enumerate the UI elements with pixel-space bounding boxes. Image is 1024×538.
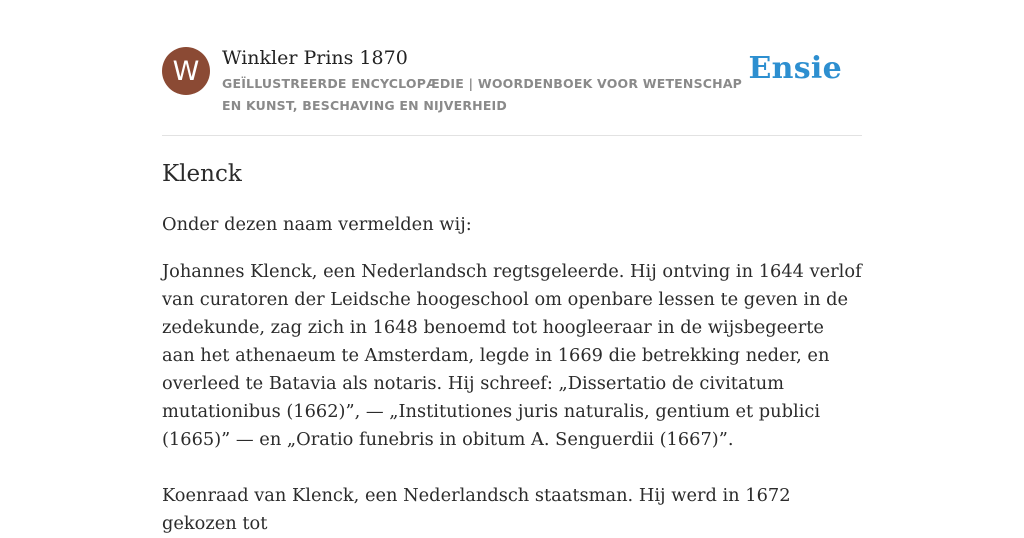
site-header	[162, 47, 862, 135]
site-title-block	[222, 47, 752, 117]
header-divider	[162, 135, 862, 136]
article-intro: Onder dezen naam vermelden wij:	[162, 214, 472, 235]
avatar[interactable]: W	[162, 47, 210, 95]
article-title: Klenck	[162, 161, 242, 187]
site-subtitle: GEÏLLUSTREERDE ENCYCLOPÆDIE | WOORDENBOEK VOOR WETENSCHAP EN KUNST, BESCHAVING EN NIJVERHEID	[222, 76, 743, 113]
article-paragraph: Koenraad van Klenck, een Nederlandsch staatsman. Hij werd in 1672 gekozen tot	[162, 485, 791, 534]
ensie-logo[interactable]: Ensie	[748, 51, 842, 86]
article	[162, 158, 862, 538]
site-title[interactable]: Winkler Prins 1870	[222, 47, 408, 69]
article-paragraph: Johannes Klenck, een Nederlandsch regtsgeleerde. Hij ontving in 1644 verlof van curatoren der Leidsche hoogeschool om openbare lessen te geven in de zedekunde, zag zich in 1648 benoemd tot hoogleeraar in de wijsbegeerte aan het athenaeum te Amsterdam, legde in 1669 die betrekking neder, en overleed te Batavia als notaris. Hij schreef: „Dissertatio de civitatum mutationibus (1662)”, — „Institutiones juris naturalis, gentium et publici (1665)” — en „Oratio funebris in obitum A. Senguerdii (1667)”.	[162, 261, 862, 450]
